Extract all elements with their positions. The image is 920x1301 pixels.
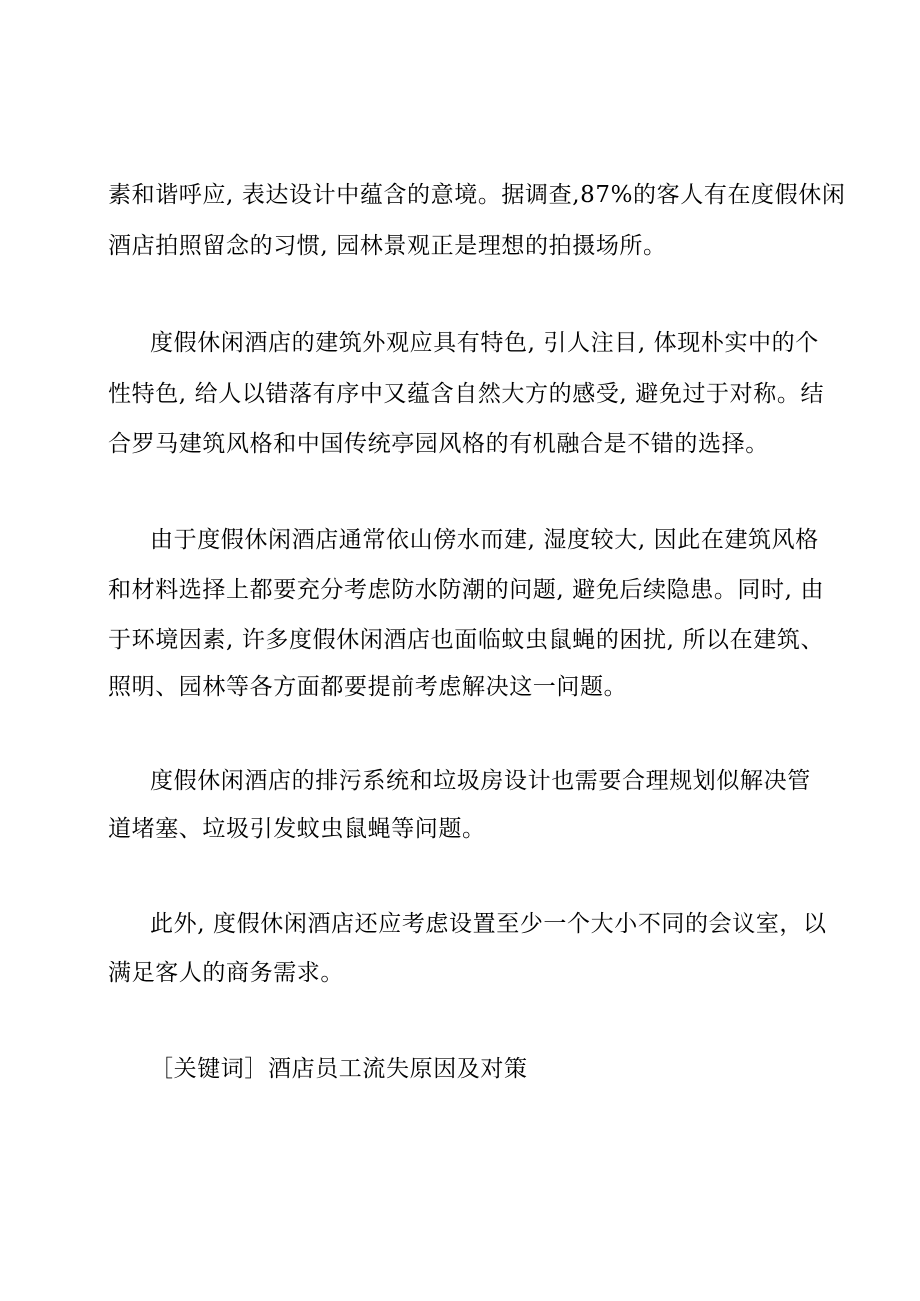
text-line: 性特色, 给人以错落有序中又蕴含自然大方的感受, 避免过于对称。结 [108, 381, 825, 407]
text-line: 度假休闲酒店的建筑外观应具有特色, 引人注目, 体现朴实中的个 [150, 330, 819, 356]
text-line: ［关键词］酒店员工流失原因及对策 [150, 1056, 528, 1082]
text-line: 和材料选择上都要充分考虑防水防潮的问题, 避免后续隐患。同时, 由 [108, 577, 825, 603]
text-line: 此外, 度假休闲酒店还应考虑设置至少一个大小不同的会议室，以 [150, 911, 827, 937]
text-line: 合罗马建筑风格和中国传统亭园风格的有机融合是不错的选择。 [108, 431, 769, 457]
text-line: 道堵塞、垃圾引发蚊虫鼠蝇等问题。 [108, 816, 486, 842]
text-line: 度假休闲酒店的排污系统和垃圾房设计也需要合理规划似解决管 [150, 768, 811, 794]
text-line: 于环境因素, 许多度假休闲酒店也面临蚊虫鼠蝇的困扰, 所以在建筑、 [108, 627, 825, 653]
text-line: 由于度假休闲酒店通常依山傍水而建, 湿度较大, 因此在建筑风格 [150, 527, 819, 553]
text-line: 素和谐呼应, 表达设计中蕴含的意境。据调查,87%的客人有在度假休闲 [108, 182, 846, 208]
text-line: 酒店拍照留念的习惯, 园林景观正是理想的拍摄场所。 [108, 233, 667, 259]
text-line: 满足客人的商务需求。 [108, 960, 344, 986]
text-line: 照明、园林等各方面都要提前考虑解决这一问题。 [108, 674, 628, 700]
